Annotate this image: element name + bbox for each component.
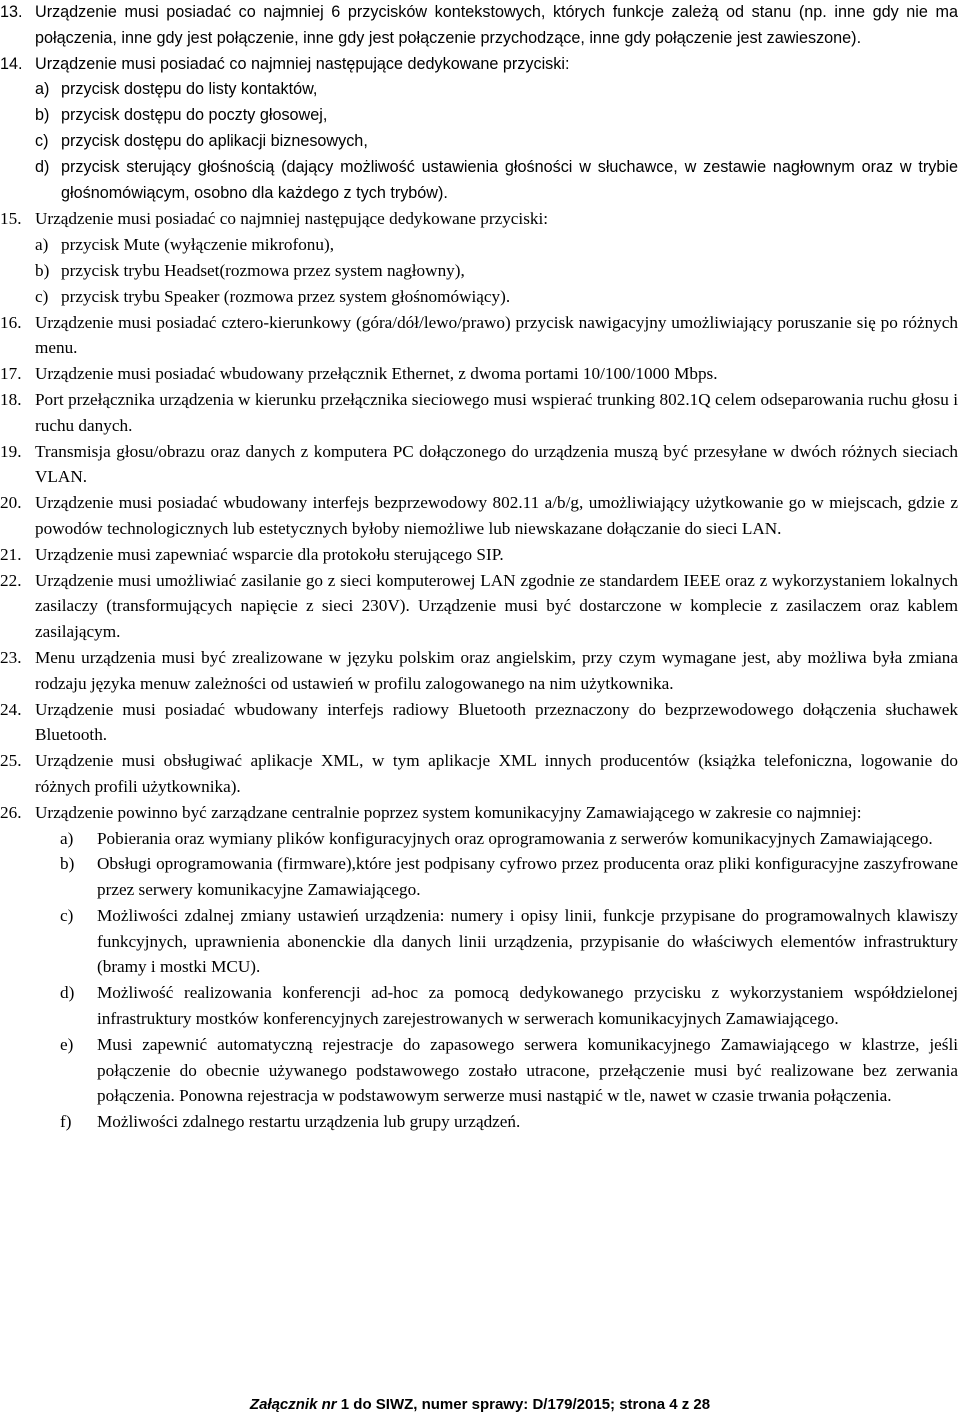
item-text: Urządzenie powinno być zarządzane centralnie poprzez system komunikacyjny Zamawiającego w zakresie co najmniej: bbox=[35, 802, 862, 822]
sub-item bbox=[35, 903, 958, 980]
item-text: Urządzenie musi posiadać wbudowany interfejs radiowy Bluetooth przeznaczony do bezprzewodowego dołączenia słuchawek Bluetooth. bbox=[35, 699, 958, 745]
sub-item-text: przycisk dostępu do poczty głosowej, bbox=[61, 106, 328, 125]
sub-item bbox=[35, 284, 958, 310]
item-number: 24. bbox=[0, 699, 22, 719]
list-item bbox=[0, 439, 960, 491]
sub-item-letter: b) bbox=[35, 106, 50, 125]
item-text: Urządzenie musi posiadać wbudowany przełącznik Ethernet, z dwoma portami 10/100/1000 Mbps. bbox=[35, 364, 718, 384]
item-number: 15. bbox=[0, 209, 22, 229]
sub-item-letter: a) bbox=[60, 828, 74, 848]
sub-item-letter: b) bbox=[60, 854, 75, 874]
list-item bbox=[0, 0, 960, 52]
sub-item-text: przycisk sterujący głośnością (dający możliwość ustawienia głośności w słuchawce, w zestawie nagłownym oraz w trybie głośnomówiącym, osobno dla każdego z tych trybów). bbox=[61, 157, 958, 202]
list-item bbox=[0, 490, 960, 542]
footer-text: 1 do SIWZ, numer sprawy: D/179/2015; strona 4 z 28 bbox=[336, 1396, 711, 1413]
page-footer bbox=[0, 1396, 960, 1413]
item-number: 14. bbox=[0, 54, 23, 73]
item-number: 26. bbox=[0, 802, 22, 822]
sub-item-letter: a) bbox=[35, 235, 49, 255]
sub-item bbox=[35, 155, 958, 207]
list-item bbox=[0, 52, 960, 207]
list-item bbox=[0, 568, 960, 645]
item-number: 23. bbox=[0, 647, 22, 667]
list-item bbox=[0, 748, 960, 800]
sub-item bbox=[35, 826, 958, 852]
item-text: Urządzenie musi umożliwiać zasilanie go z sieci komputerowej LAN zgodnie ze standardem IEEE oraz z wykorzystaniem lokalnych zasilaczy (transformujących napięcie z sieci 230V). Urządzenie musi być dostarczone w komplecie z zasilaczem oraz kablem zasilającym. bbox=[35, 570, 958, 642]
sub-item bbox=[35, 129, 958, 155]
sub-item-letter: f) bbox=[60, 1112, 72, 1132]
item-text: Urządzenie musi posiadać cztero-kierunkowy (góra/dół/lewo/prawo) przycisk nawigacyjny umożliwiający poruszanie się po różnych menu. bbox=[35, 312, 958, 358]
item-number: 17. bbox=[0, 364, 22, 384]
item-text: Urządzenie musi posiadać co najmniej następujące dedykowane przyciski: bbox=[35, 209, 549, 229]
sub-item bbox=[35, 980, 958, 1032]
item-text: Urządzenie musi posiadać co najmniej następujące dedykowane przyciski: bbox=[35, 54, 570, 73]
sub-item-text: Musi zapewnić automatyczną rejestracje do zapasowego serwera komunikacyjnego Zamawiającego w klastrze, jeśli połączenie do obecnie używanego podstawowego zostało utracone, przełączenie musi być realizowane bez zerwania połączenia. Ponowna rejestracja w podstawowym serwerze musi nastąpić w tle, nawet w czasie trwania połączenia. bbox=[97, 1034, 958, 1106]
list-item bbox=[0, 206, 960, 309]
sub-item bbox=[35, 103, 958, 129]
list-item bbox=[0, 645, 960, 697]
item-text: Transmisja głosu/obrazu oraz danych z komputera PC dołączonego do urządzenia muszą być przesyłane w dwóch różnych sieciach VLAN. bbox=[35, 441, 958, 487]
item-number: 22. bbox=[0, 570, 22, 590]
item-text: Port przełącznika urządzenia w kierunku przełącznika sieciowego musi wspierać trunking 802.1Q celem odseparowania ruchu głosu i ruchu danych. bbox=[35, 389, 958, 435]
sub-item-text: przycisk trybu Speaker (rozmowa przez system głośnomówiący). bbox=[61, 286, 511, 306]
item-text: Urządzenie musi obsługiwać aplikacje XML, w tym aplikacje XML innych producentów (książka telefoniczna, logowanie do różnych profili użytkownika). bbox=[35, 751, 958, 796]
list-item bbox=[0, 361, 960, 387]
sub-item-text: Obsługi oprogramowania (firmware),które jest podpisany cyfrowo przez producenta oraz pliki konfiguracyjne zaszyfrowane przez serwery komunikacyjne Zamawiającego. bbox=[97, 854, 958, 900]
sub-item-text: Pobierania oraz wymiany plików konfiguracyjnych oraz oprogramowania z serwerów komunikacyjnych Zamawiającego. bbox=[97, 828, 933, 848]
sub-item bbox=[35, 258, 958, 284]
sub-item bbox=[35, 851, 958, 903]
sub-item-letter: e) bbox=[60, 1034, 74, 1054]
list-item bbox=[0, 310, 960, 362]
sub-item-letter: c) bbox=[60, 905, 74, 925]
item-number: 20. bbox=[0, 493, 22, 513]
item-text: Urządzenie musi posiadać wbudowany interfejs bezprzewodowy 802.11 a/b/g, umożliwiający użytkowanie go w miejscach, gdzie z powodów technologicznych lub estetycznych byłoby niemożliwe lub niewskazane dołączanie do sieci LAN. bbox=[35, 493, 958, 538]
sub-item-letter: c) bbox=[35, 131, 49, 150]
sub-item-text: przycisk dostępu do listy kontaktów, bbox=[61, 80, 318, 99]
sub-item bbox=[35, 232, 958, 258]
item-text: Urządzenie musi zapewniać wsparcie dla protokołu sterującego SIP. bbox=[35, 544, 504, 564]
sub-item-letter: a) bbox=[35, 80, 50, 99]
sub-item-letter: d) bbox=[35, 157, 50, 176]
item-number: 19. bbox=[0, 441, 22, 461]
sub-item-text: przycisk dostępu do aplikacji biznesowych, bbox=[61, 131, 368, 150]
list-item bbox=[0, 542, 960, 568]
item-number: 13. bbox=[0, 3, 23, 21]
sub-item-letter: b) bbox=[35, 260, 50, 280]
item-number: 16. bbox=[0, 312, 22, 332]
sub-item-text: przycisk Mute (wyłączenie mikrofonu), bbox=[61, 235, 334, 255]
sub-item-letter: c) bbox=[35, 286, 49, 306]
sub-item bbox=[35, 77, 958, 103]
sub-item-text: przycisk trybu Headset(rozmowa przez system nagłowny), bbox=[61, 260, 465, 280]
item-number: 18. bbox=[0, 389, 22, 409]
item-number: 25. bbox=[0, 751, 22, 771]
list-item bbox=[0, 800, 960, 1135]
item-number: 21. bbox=[0, 544, 22, 564]
item-text: Urządzenie musi posiadać co najmniej 6 przycisków kontekstowych, których funkcje zależą od stanu (np. inne gdy nie ma połączenia, inne gdy jest połączenie, inne gdy jest połączenie przychodzące, inne gdy połączenie jest zawieszone). bbox=[35, 3, 958, 47]
sub-item-text: Możliwości zdalnego restartu urządzenia lub grupy urządzeń. bbox=[97, 1112, 521, 1132]
footer-label: Załącznik nr bbox=[249, 1396, 337, 1413]
sub-item-text: Możliwości zdalnej zmiany ustawień urządzenia: numery i opisy linii, funkcje przypisane do programowalnych klawiszy funkcyjnych, uprawnienia abonenckie dla danych linii urządzenia, przypisanie do właściwych elementów infrastruktury (bramy i mostki MCU). bbox=[97, 905, 958, 977]
item-text: Menu urządzenia musi być zrealizowane w języku polskim oraz angielskim, przy czym wymagane jest, aby możliwa była zmiana rodzaju języka menuw zależności od ustawień w profilu zalogowanego na nim użytkownika. bbox=[35, 647, 958, 693]
sub-item bbox=[35, 1109, 958, 1135]
list-item bbox=[0, 387, 960, 439]
sub-item-text: Możliwość realizowania konferencji ad-hoc za pomocą dedykowanego przycisku z wykorzystaniem współdzielonej infrastruktury mostków konferencyjnych zarejestrowanych w serwerach komunikacyjnych Zamawiającego. bbox=[97, 983, 958, 1029]
sub-item bbox=[35, 1032, 958, 1109]
sub-item-letter: d) bbox=[60, 983, 75, 1003]
list-item bbox=[0, 697, 960, 749]
